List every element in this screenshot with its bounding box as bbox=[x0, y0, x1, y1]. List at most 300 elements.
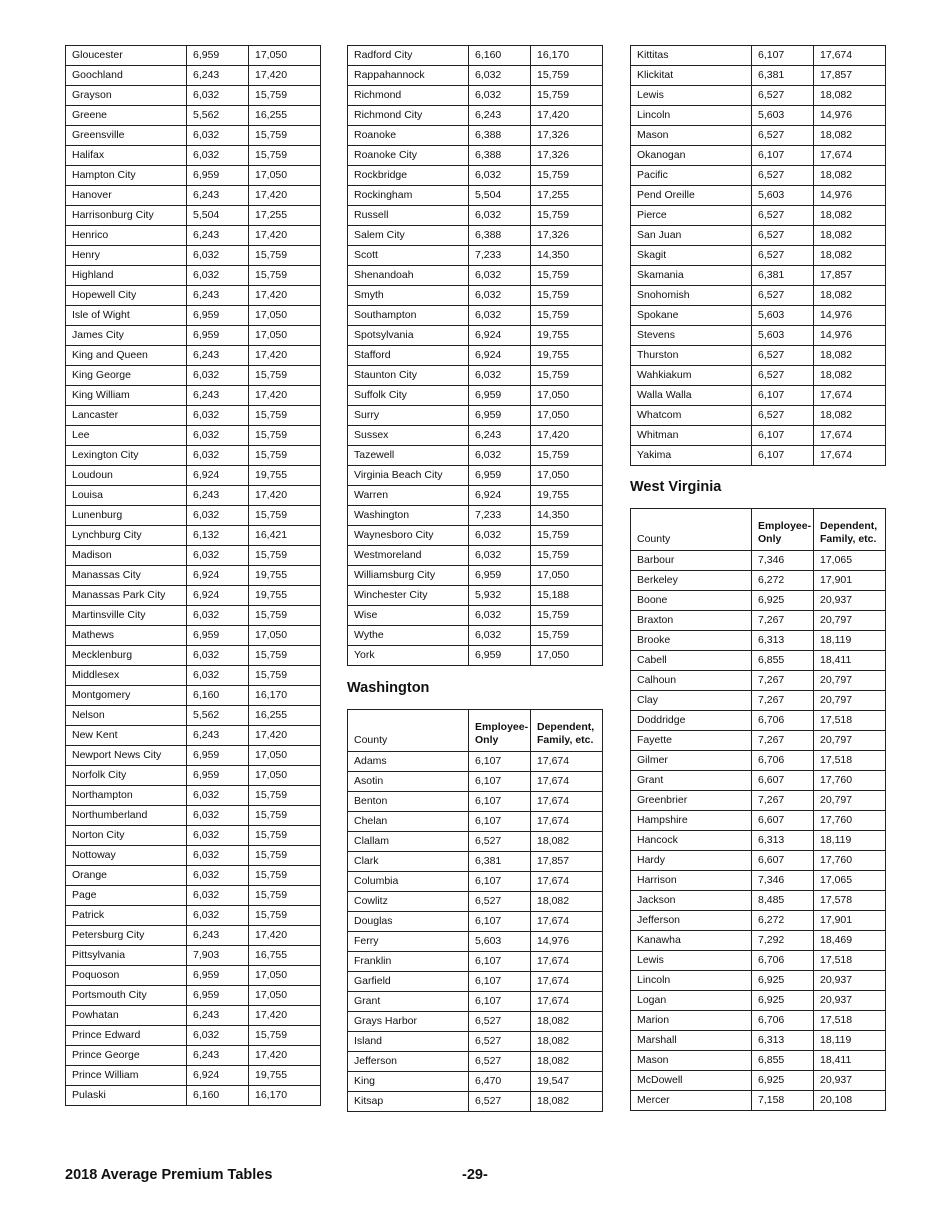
employee-only-cell: 6,925 bbox=[752, 1071, 814, 1091]
county-cell: Clallam bbox=[348, 832, 469, 852]
employee-only-cell: 5,603 bbox=[752, 186, 814, 206]
county-cell: Lynchburg City bbox=[66, 526, 187, 546]
dependent-cell: 17,326 bbox=[531, 226, 603, 246]
dependent-cell: 17,050 bbox=[249, 746, 321, 766]
table-row bbox=[631, 951, 886, 971]
county-cell: Newport News City bbox=[66, 746, 187, 766]
dependent-cell: 15,759 bbox=[249, 806, 321, 826]
table-row bbox=[348, 346, 603, 366]
county-cell: King George bbox=[66, 366, 187, 386]
dependent-cell: 18,082 bbox=[814, 166, 886, 186]
employee-only-cell: 6,706 bbox=[752, 711, 814, 731]
table-row bbox=[66, 266, 321, 286]
dependent-cell: 18,082 bbox=[531, 892, 603, 912]
dependent-cell: 15,759 bbox=[249, 406, 321, 426]
employee-only-cell: 6,243 bbox=[187, 346, 249, 366]
employee-only-cell: 6,706 bbox=[752, 1011, 814, 1031]
dependent-cell: 18,411 bbox=[814, 651, 886, 671]
dependent-cell: 17,420 bbox=[249, 1046, 321, 1066]
county-cell: Hopewell City bbox=[66, 286, 187, 306]
county-cell: Virginia Beach City bbox=[348, 466, 469, 486]
county-cell: Winchester City bbox=[348, 586, 469, 606]
county-cell: Franklin bbox=[348, 952, 469, 972]
county-cell: Gilmer bbox=[631, 751, 752, 771]
employee-only-cell: 6,160 bbox=[187, 1086, 249, 1106]
county-cell: Richmond bbox=[348, 86, 469, 106]
dependent-cell: 17,065 bbox=[814, 871, 886, 891]
dependent-cell: 19,755 bbox=[531, 486, 603, 506]
employee-only-cell: 6,107 bbox=[469, 752, 531, 772]
dependent-cell: 18,082 bbox=[531, 1032, 603, 1052]
table-row bbox=[66, 526, 321, 546]
table-row bbox=[66, 1066, 321, 1086]
table-row bbox=[631, 1091, 886, 1111]
employee-only-cell: 6,527 bbox=[469, 1092, 531, 1112]
dependent-cell: 17,518 bbox=[814, 1011, 886, 1031]
county-cell: Lunenburg bbox=[66, 506, 187, 526]
employee-only-cell: 6,527 bbox=[469, 1032, 531, 1052]
employee-only-cell: 6,313 bbox=[752, 631, 814, 651]
table-row bbox=[348, 286, 603, 306]
dependent-cell: 17,420 bbox=[531, 426, 603, 446]
county-cell: Orange bbox=[66, 866, 187, 886]
county-cell: Greene bbox=[66, 106, 187, 126]
county-cell: Harrisonburg City bbox=[66, 206, 187, 226]
county-cell: Norton City bbox=[66, 826, 187, 846]
dependent-cell: 15,759 bbox=[531, 206, 603, 226]
dependent-cell: 15,759 bbox=[249, 546, 321, 566]
county-cell: Hardy bbox=[631, 851, 752, 871]
county-cell: King bbox=[348, 1072, 469, 1092]
dependent-cell: 17,420 bbox=[249, 386, 321, 406]
table-row bbox=[66, 126, 321, 146]
dependent-cell: 17,050 bbox=[531, 566, 603, 586]
county-cell: Grayson bbox=[66, 86, 187, 106]
employee-only-cell: 5,603 bbox=[752, 106, 814, 126]
employee-only-cell: 6,924 bbox=[187, 566, 249, 586]
dependent-cell: 15,759 bbox=[249, 266, 321, 286]
table-row bbox=[348, 912, 603, 932]
employee-only-cell: 6,527 bbox=[469, 1052, 531, 1072]
virginia-table-continued bbox=[65, 45, 321, 1106]
county-cell: Petersburg City bbox=[66, 926, 187, 946]
county-cell: Pierce bbox=[631, 206, 752, 226]
dependent-cell: 14,976 bbox=[814, 326, 886, 346]
county-cell: Westmoreland bbox=[348, 546, 469, 566]
column-1 bbox=[65, 45, 321, 1106]
washington-table bbox=[347, 709, 603, 1112]
table-row bbox=[66, 746, 321, 766]
dependent-cell: 17,050 bbox=[531, 466, 603, 486]
state-title-washington: Washington bbox=[347, 680, 430, 696]
county-cell: Lincoln bbox=[631, 106, 752, 126]
county-cell: Tazewell bbox=[348, 446, 469, 466]
table-row bbox=[66, 686, 321, 706]
table-row bbox=[348, 46, 603, 66]
county-cell: Klickitat bbox=[631, 66, 752, 86]
dependent-cell: 19,547 bbox=[531, 1072, 603, 1092]
dependent-cell: 16,755 bbox=[249, 946, 321, 966]
dependent-cell: 20,797 bbox=[814, 791, 886, 811]
county-cell: Barbour bbox=[631, 551, 752, 571]
table-row bbox=[631, 1031, 886, 1051]
county-cell: Walla Walla bbox=[631, 386, 752, 406]
employee-only-cell: 5,932 bbox=[469, 586, 531, 606]
dependent-cell: 15,759 bbox=[531, 606, 603, 626]
table-row bbox=[348, 606, 603, 626]
county-cell: Middlesex bbox=[66, 666, 187, 686]
table-row bbox=[66, 346, 321, 366]
county-cell: Fayette bbox=[631, 731, 752, 751]
table-row bbox=[631, 266, 886, 286]
county-cell: Mercer bbox=[631, 1091, 752, 1111]
county-cell: Hampton City bbox=[66, 166, 187, 186]
employee-only-cell: 6,107 bbox=[469, 972, 531, 992]
county-cell: Powhatan bbox=[66, 1006, 187, 1026]
dependent-cell: 15,759 bbox=[249, 866, 321, 886]
table-row bbox=[66, 326, 321, 346]
table-row bbox=[348, 992, 603, 1012]
table-row bbox=[66, 866, 321, 886]
dependent-cell: 17,674 bbox=[531, 992, 603, 1012]
table-row bbox=[66, 546, 321, 566]
county-cell: Clay bbox=[631, 691, 752, 711]
table-row bbox=[631, 66, 886, 86]
employee-only-cell: 6,527 bbox=[752, 166, 814, 186]
employee-only-cell: 6,924 bbox=[187, 466, 249, 486]
employee-only-cell: 6,032 bbox=[469, 446, 531, 466]
employee-only-cell: 6,388 bbox=[469, 126, 531, 146]
dependent-cell: 19,755 bbox=[531, 326, 603, 346]
county-cell: Prince William bbox=[66, 1066, 187, 1086]
table-row bbox=[348, 752, 603, 772]
table-row bbox=[66, 366, 321, 386]
employee-only-cell: 6,959 bbox=[469, 466, 531, 486]
employee-only-cell: 6,855 bbox=[752, 1051, 814, 1071]
employee-only-cell: 6,959 bbox=[469, 386, 531, 406]
employee-only-cell: 7,292 bbox=[752, 931, 814, 951]
county-cell: Northumberland bbox=[66, 806, 187, 826]
employee-only-cell: 7,346 bbox=[752, 551, 814, 571]
employee-only-cell: 6,272 bbox=[752, 571, 814, 591]
employee-only-cell: 6,032 bbox=[469, 266, 531, 286]
dependent-cell: 18,082 bbox=[814, 86, 886, 106]
dependent-cell: 17,674 bbox=[531, 952, 603, 972]
table-row bbox=[66, 806, 321, 826]
employee-only-cell: 6,243 bbox=[187, 286, 249, 306]
table-row bbox=[66, 386, 321, 406]
dependent-cell: 17,901 bbox=[814, 571, 886, 591]
employee-only-cell: 6,032 bbox=[187, 866, 249, 886]
employee-only-cell: 6,107 bbox=[469, 952, 531, 972]
dependent-cell: 18,119 bbox=[814, 1031, 886, 1051]
table-row bbox=[631, 146, 886, 166]
county-cell: Hampshire bbox=[631, 811, 752, 831]
employee-only-cell: 6,243 bbox=[187, 486, 249, 506]
table-row bbox=[631, 206, 886, 226]
county-cell: Goochland bbox=[66, 66, 187, 86]
dependent-cell: 17,050 bbox=[249, 326, 321, 346]
county-cell: Scott bbox=[348, 246, 469, 266]
county-cell: Stevens bbox=[631, 326, 752, 346]
county-cell: Louisa bbox=[66, 486, 187, 506]
table-row bbox=[631, 386, 886, 406]
employee-only-cell: 6,032 bbox=[469, 286, 531, 306]
employee-only-cell: 6,272 bbox=[752, 911, 814, 931]
county-cell: Hancock bbox=[631, 831, 752, 851]
employee-only-cell: 5,504 bbox=[187, 206, 249, 226]
county-cell: New Kent bbox=[66, 726, 187, 746]
column-header-county: County bbox=[631, 509, 752, 551]
dependent-cell: 17,420 bbox=[249, 726, 321, 746]
county-cell: Stafford bbox=[348, 346, 469, 366]
employee-only-cell: 6,607 bbox=[752, 811, 814, 831]
county-cell: Whitman bbox=[631, 426, 752, 446]
table-row bbox=[348, 586, 603, 606]
employee-only-cell: 6,925 bbox=[752, 591, 814, 611]
county-cell: Suffolk City bbox=[348, 386, 469, 406]
employee-only-cell: 6,527 bbox=[752, 246, 814, 266]
employee-only-cell: 6,032 bbox=[187, 266, 249, 286]
employee-only-cell: 6,959 bbox=[187, 306, 249, 326]
table-row bbox=[631, 771, 886, 791]
washington-table-continued bbox=[630, 45, 886, 466]
county-cell: Adams bbox=[348, 752, 469, 772]
dependent-cell: 15,759 bbox=[531, 286, 603, 306]
dependent-cell: 18,411 bbox=[814, 1051, 886, 1071]
table-row bbox=[348, 932, 603, 952]
table-row bbox=[631, 811, 886, 831]
table-row bbox=[631, 751, 886, 771]
county-cell: Southampton bbox=[348, 306, 469, 326]
employee-only-cell: 6,032 bbox=[187, 906, 249, 926]
table-row bbox=[348, 486, 603, 506]
table-row bbox=[66, 286, 321, 306]
county-cell: Grant bbox=[348, 992, 469, 1012]
dependent-cell: 17,857 bbox=[814, 266, 886, 286]
table-row bbox=[631, 711, 886, 731]
county-cell: Madison bbox=[66, 546, 187, 566]
employee-only-cell: 6,527 bbox=[469, 892, 531, 912]
employee-only-cell: 6,032 bbox=[469, 606, 531, 626]
county-cell: Lee bbox=[66, 426, 187, 446]
county-cell: Isle of Wight bbox=[66, 306, 187, 326]
employee-only-cell: 6,032 bbox=[187, 86, 249, 106]
dependent-cell: 15,759 bbox=[531, 626, 603, 646]
county-cell: Roanoke City bbox=[348, 146, 469, 166]
table-row bbox=[66, 206, 321, 226]
dependent-cell: 17,050 bbox=[249, 626, 321, 646]
dependent-cell: 15,759 bbox=[249, 606, 321, 626]
county-cell: Lewis bbox=[631, 86, 752, 106]
employee-only-cell: 6,313 bbox=[752, 831, 814, 851]
dependent-cell: 14,976 bbox=[814, 106, 886, 126]
table-row bbox=[66, 726, 321, 746]
county-cell: Whatcom bbox=[631, 406, 752, 426]
employee-only-cell: 6,959 bbox=[187, 966, 249, 986]
table-row bbox=[66, 86, 321, 106]
dependent-cell: 14,350 bbox=[531, 506, 603, 526]
county-cell: Manassas City bbox=[66, 566, 187, 586]
dependent-cell: 17,420 bbox=[249, 186, 321, 206]
state-title-west-virginia: West Virginia bbox=[630, 479, 722, 495]
employee-only-cell: 6,243 bbox=[187, 726, 249, 746]
table-row bbox=[348, 546, 603, 566]
footer-title: 2018 Average Premium Tables bbox=[65, 1167, 273, 1183]
table-header-row bbox=[631, 509, 886, 551]
dependent-cell: 15,759 bbox=[249, 1026, 321, 1046]
employee-only-cell: 6,388 bbox=[469, 146, 531, 166]
employee-only-cell: 6,032 bbox=[187, 646, 249, 666]
dependent-cell: 16,421 bbox=[249, 526, 321, 546]
employee-only-cell: 7,233 bbox=[469, 506, 531, 526]
employee-only-cell: 6,959 bbox=[469, 566, 531, 586]
dependent-cell: 17,760 bbox=[814, 811, 886, 831]
employee-only-cell: 6,032 bbox=[469, 526, 531, 546]
employee-only-cell: 6,959 bbox=[469, 646, 531, 666]
table-row bbox=[631, 911, 886, 931]
county-cell: Mason bbox=[631, 126, 752, 146]
dependent-cell: 15,759 bbox=[249, 246, 321, 266]
employee-only-cell: 5,603 bbox=[752, 326, 814, 346]
employee-only-cell: 6,160 bbox=[187, 686, 249, 706]
county-cell: Salem City bbox=[348, 226, 469, 246]
employee-only-cell: 6,032 bbox=[469, 206, 531, 226]
county-cell: Calhoun bbox=[631, 671, 752, 691]
table-row bbox=[631, 186, 886, 206]
county-cell: Richmond City bbox=[348, 106, 469, 126]
dependent-cell: 17,674 bbox=[814, 426, 886, 446]
dependent-cell: 17,255 bbox=[531, 186, 603, 206]
employee-only-cell: 6,243 bbox=[187, 926, 249, 946]
employee-only-cell: 6,032 bbox=[187, 786, 249, 806]
dependent-cell: 15,759 bbox=[249, 446, 321, 466]
dependent-cell: 17,857 bbox=[531, 852, 603, 872]
table-row bbox=[66, 186, 321, 206]
dependent-cell: 16,170 bbox=[249, 1086, 321, 1106]
table-row bbox=[348, 126, 603, 146]
county-cell: Kittitas bbox=[631, 46, 752, 66]
table-row bbox=[348, 366, 603, 386]
county-cell: Nelson bbox=[66, 706, 187, 726]
county-cell: Rappahannock bbox=[348, 66, 469, 86]
dependent-cell: 17,674 bbox=[531, 752, 603, 772]
employee-only-cell: 6,959 bbox=[187, 766, 249, 786]
table-row bbox=[66, 986, 321, 1006]
column-2 bbox=[347, 45, 603, 1112]
dependent-cell: 17,674 bbox=[531, 972, 603, 992]
dependent-cell: 15,759 bbox=[249, 506, 321, 526]
table-row bbox=[66, 826, 321, 846]
table-row bbox=[66, 1046, 321, 1066]
table-row bbox=[631, 346, 886, 366]
dependent-cell: 17,901 bbox=[814, 911, 886, 931]
employee-only-cell: 6,959 bbox=[187, 626, 249, 646]
employee-only-cell: 7,267 bbox=[752, 691, 814, 711]
table-row bbox=[631, 446, 886, 466]
county-cell: Surry bbox=[348, 406, 469, 426]
dependent-cell: 18,082 bbox=[531, 1012, 603, 1032]
dependent-cell: 20,108 bbox=[814, 1091, 886, 1111]
employee-only-cell: 8,485 bbox=[752, 891, 814, 911]
table-row bbox=[348, 206, 603, 226]
employee-only-cell: 6,032 bbox=[187, 506, 249, 526]
employee-only-cell: 6,607 bbox=[752, 851, 814, 871]
dependent-cell: 20,797 bbox=[814, 611, 886, 631]
county-cell: Warren bbox=[348, 486, 469, 506]
dependent-cell: 15,759 bbox=[531, 166, 603, 186]
employee-only-cell: 6,032 bbox=[187, 246, 249, 266]
table-row bbox=[66, 946, 321, 966]
table-row bbox=[631, 106, 886, 126]
dependent-cell: 15,188 bbox=[531, 586, 603, 606]
county-cell: Henrico bbox=[66, 226, 187, 246]
employee-only-cell: 6,032 bbox=[187, 426, 249, 446]
table-row bbox=[631, 571, 886, 591]
employee-only-cell: 6,032 bbox=[187, 446, 249, 466]
table-row bbox=[66, 466, 321, 486]
employee-only-cell: 6,381 bbox=[752, 66, 814, 86]
dependent-cell: 17,674 bbox=[814, 146, 886, 166]
employee-only-cell: 6,959 bbox=[187, 326, 249, 346]
employee-only-cell: 6,381 bbox=[469, 852, 531, 872]
employee-only-cell: 6,527 bbox=[752, 86, 814, 106]
dependent-cell: 16,170 bbox=[531, 46, 603, 66]
table-row bbox=[631, 731, 886, 751]
county-cell: Lancaster bbox=[66, 406, 187, 426]
employee-only-cell: 6,032 bbox=[187, 406, 249, 426]
employee-only-cell: 6,032 bbox=[469, 306, 531, 326]
table-row bbox=[348, 1072, 603, 1092]
dependent-cell: 15,759 bbox=[249, 666, 321, 686]
county-cell: Halifax bbox=[66, 146, 187, 166]
county-cell: Asotin bbox=[348, 772, 469, 792]
dependent-cell: 14,976 bbox=[814, 306, 886, 326]
county-cell: Shenandoah bbox=[348, 266, 469, 286]
county-cell: Smyth bbox=[348, 286, 469, 306]
county-cell: Williamsburg City bbox=[348, 566, 469, 586]
table-row bbox=[66, 626, 321, 646]
employee-only-cell: 6,706 bbox=[752, 751, 814, 771]
dependent-cell: 20,937 bbox=[814, 591, 886, 611]
dependent-cell: 15,759 bbox=[531, 526, 603, 546]
dependent-cell: 18,469 bbox=[814, 931, 886, 951]
dependent-cell: 15,759 bbox=[531, 546, 603, 566]
table-row bbox=[66, 146, 321, 166]
county-cell: Washington bbox=[348, 506, 469, 526]
dependent-cell: 17,255 bbox=[249, 206, 321, 226]
county-cell: Skamania bbox=[631, 266, 752, 286]
county-cell: Benton bbox=[348, 792, 469, 812]
employee-only-cell: 6,527 bbox=[752, 206, 814, 226]
table-row bbox=[66, 846, 321, 866]
dependent-cell: 15,759 bbox=[249, 426, 321, 446]
dependent-cell: 17,857 bbox=[814, 66, 886, 86]
column-header-employee-only: Employee-Only bbox=[469, 710, 531, 752]
dependent-cell: 17,050 bbox=[249, 966, 321, 986]
table-row bbox=[66, 886, 321, 906]
county-cell: Pittsylvania bbox=[66, 946, 187, 966]
table-row bbox=[631, 86, 886, 106]
employee-only-cell: 6,527 bbox=[752, 406, 814, 426]
county-cell: Loudoun bbox=[66, 466, 187, 486]
table-row bbox=[66, 66, 321, 86]
county-cell: Hanover bbox=[66, 186, 187, 206]
table-row bbox=[631, 631, 886, 651]
dependent-cell: 17,420 bbox=[531, 106, 603, 126]
dependent-cell: 15,759 bbox=[531, 446, 603, 466]
employee-only-cell: 6,527 bbox=[752, 126, 814, 146]
